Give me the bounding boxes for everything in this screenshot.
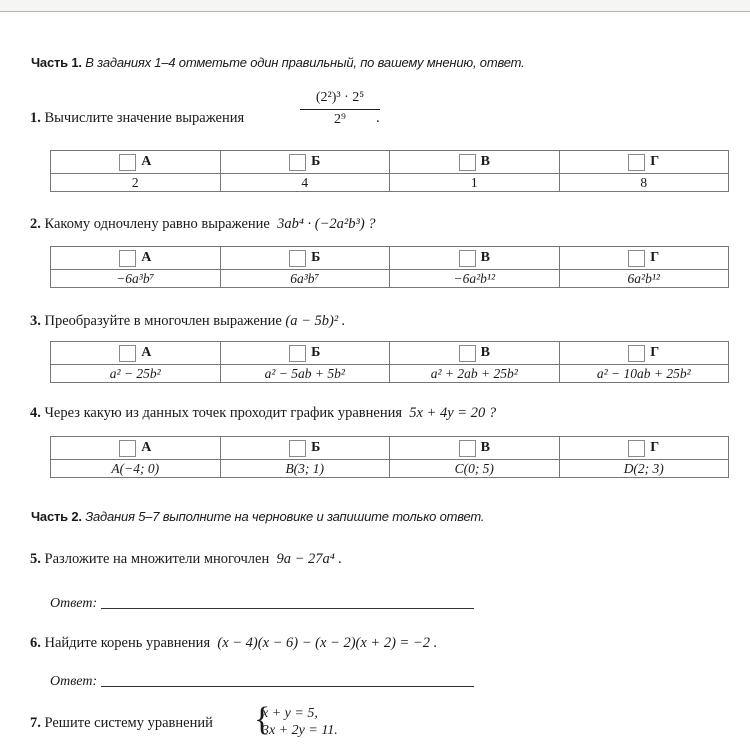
- option-value: A(−4; 0): [51, 460, 221, 478]
- option-value: −6a²b¹²: [390, 270, 560, 288]
- option-value: 6a²b¹²: [559, 270, 729, 288]
- option-letter: Г: [650, 345, 660, 361]
- option-letter: В: [480, 250, 490, 266]
- option-g-header[interactable]: [559, 437, 729, 460]
- checkbox[interactable]: [289, 250, 306, 267]
- part2-label: Часть 2.: [31, 509, 82, 524]
- option-letter: А: [141, 440, 152, 456]
- part1-label: Часть 1.: [31, 55, 82, 70]
- checkbox[interactable]: [459, 250, 476, 267]
- option-value: −6a³b⁷: [51, 270, 221, 288]
- question-text: Разложите на множители многочлен: [44, 551, 270, 567]
- option-value: a² − 10ab + 25b²: [559, 365, 729, 383]
- option-b-header[interactable]: [220, 151, 390, 174]
- checkbox[interactable]: [289, 345, 306, 362]
- option-letter: А: [141, 250, 152, 266]
- question-number: 7.: [30, 715, 41, 731]
- option-v-header[interactable]: [390, 247, 560, 270]
- answer-row-6: [50, 674, 474, 690]
- answer-line-input[interactable]: [101, 608, 474, 609]
- answer-label: Ответ:: [50, 674, 98, 689]
- checkbox[interactable]: [289, 154, 306, 171]
- question-3: [30, 313, 345, 330]
- option-a-header[interactable]: [51, 151, 221, 174]
- answer-label: Ответ:: [50, 596, 98, 611]
- option-letter: В: [480, 440, 490, 456]
- question-4: [30, 405, 496, 422]
- option-letter: А: [141, 154, 152, 170]
- part1-instruction: В заданиях 1–4 отметьте один правильный, по вашему мнению, ответ.: [85, 55, 525, 70]
- part2-heading: [31, 509, 484, 524]
- checkbox[interactable]: [119, 250, 136, 267]
- question-text: Вычислите значение выражения: [44, 110, 245, 126]
- option-letter: Б: [311, 250, 321, 266]
- option-value: 1: [390, 174, 560, 192]
- option-letter: Б: [311, 440, 321, 456]
- part1-heading: [31, 55, 525, 70]
- fraction-numerator: (2²)³ · 2⁵: [300, 90, 380, 110]
- option-letter: Г: [650, 154, 660, 170]
- option-v-header[interactable]: [390, 151, 560, 174]
- question-3-options-table: [50, 341, 729, 383]
- question-1-fraction: [300, 90, 380, 128]
- question-1: [30, 110, 244, 127]
- checkbox[interactable]: [459, 440, 476, 457]
- option-v-header[interactable]: [390, 437, 560, 460]
- checkbox[interactable]: [628, 440, 645, 457]
- question-text: Через какую из данных точек проходит график уравнения: [44, 405, 403, 421]
- question-number: 4.: [30, 405, 41, 421]
- question-expression: 3ab⁴ · (−2a²b³) ?: [277, 216, 376, 232]
- option-letter: Г: [650, 440, 660, 456]
- checkbox[interactable]: [119, 154, 136, 171]
- option-value: D(2; 3): [559, 460, 729, 478]
- question-2: [30, 216, 376, 233]
- fraction-trailing: .: [376, 110, 380, 126]
- option-g-header[interactable]: [559, 151, 729, 174]
- question-expression: 5x + 4y = 20 ?: [409, 405, 497, 421]
- option-letter: Г: [650, 250, 660, 266]
- question-4-options-table: [50, 436, 729, 478]
- option-b-header[interactable]: [220, 342, 390, 365]
- question-number: 2.: [30, 216, 41, 232]
- question-text: Преобразуйте в многочлен выражение: [44, 313, 282, 329]
- question-6: [30, 635, 437, 652]
- question-7: [30, 715, 213, 732]
- question-number: 1.: [30, 110, 41, 126]
- question-text: Найдите корень уравнения: [44, 635, 211, 651]
- checkbox[interactable]: [459, 345, 476, 362]
- question-number: 3.: [30, 313, 41, 329]
- question-expression: (a − 5b)² .: [285, 313, 346, 329]
- top-toolbar-strip: [0, 0, 750, 12]
- system-equation-1: x + y = 5,: [262, 706, 318, 721]
- option-a-header[interactable]: [51, 247, 221, 270]
- brace-icon: {: [254, 701, 271, 738]
- part2-instruction: Задания 5–7 выполните на черновике и запишите только ответ.: [85, 509, 485, 524]
- option-v-header[interactable]: [390, 342, 560, 365]
- question-number: 6.: [30, 635, 41, 651]
- option-value: C(0; 5): [390, 460, 560, 478]
- option-value: 2: [51, 174, 221, 192]
- checkbox[interactable]: [628, 250, 645, 267]
- option-value: 8: [559, 174, 729, 192]
- checkbox[interactable]: [628, 345, 645, 362]
- question-text: Какому одночлену равно выражение: [44, 216, 270, 232]
- option-value: a² − 25b²: [51, 365, 221, 383]
- checkbox[interactable]: [628, 154, 645, 171]
- option-value: B(3; 1): [220, 460, 390, 478]
- option-b-header[interactable]: [220, 247, 390, 270]
- checkbox[interactable]: [289, 440, 306, 457]
- option-letter: Б: [311, 345, 321, 361]
- option-letter: А: [141, 345, 152, 361]
- question-number: 5.: [30, 551, 41, 567]
- option-a-header[interactable]: [51, 437, 221, 460]
- option-b-header[interactable]: [220, 437, 390, 460]
- checkbox[interactable]: [119, 440, 136, 457]
- option-value: a² + 2ab + 25b²: [390, 365, 560, 383]
- option-letter: Б: [311, 154, 321, 170]
- option-value: 4: [220, 174, 390, 192]
- option-letter: В: [480, 345, 490, 361]
- checkbox[interactable]: [119, 345, 136, 362]
- question-text: Решите систему уравнений: [44, 715, 213, 731]
- option-g-header[interactable]: [559, 342, 729, 365]
- question-expression: 9a − 27a⁴ .: [276, 551, 343, 567]
- question-5: [30, 551, 342, 568]
- question-expression: (x − 4)(x − 6) − (x − 2)(x + 2) = −2 .: [217, 635, 438, 651]
- option-g-header[interactable]: [559, 247, 729, 270]
- answer-line-input[interactable]: [101, 686, 474, 687]
- answer-row-5: [50, 596, 474, 612]
- fraction-denominator: 2⁹: [334, 112, 346, 127]
- option-value: a² − 5ab + 5b²: [220, 365, 390, 383]
- option-a-header[interactable]: [51, 342, 221, 365]
- question-1-options-table: [50, 150, 729, 192]
- equation-system: [254, 701, 338, 739]
- option-value: 6a³b⁷: [220, 270, 390, 288]
- option-letter: В: [480, 154, 490, 170]
- system-equation-2: 3x + 2y = 11.: [262, 723, 338, 738]
- question-2-options-table: [50, 246, 729, 288]
- checkbox[interactable]: [459, 154, 476, 171]
